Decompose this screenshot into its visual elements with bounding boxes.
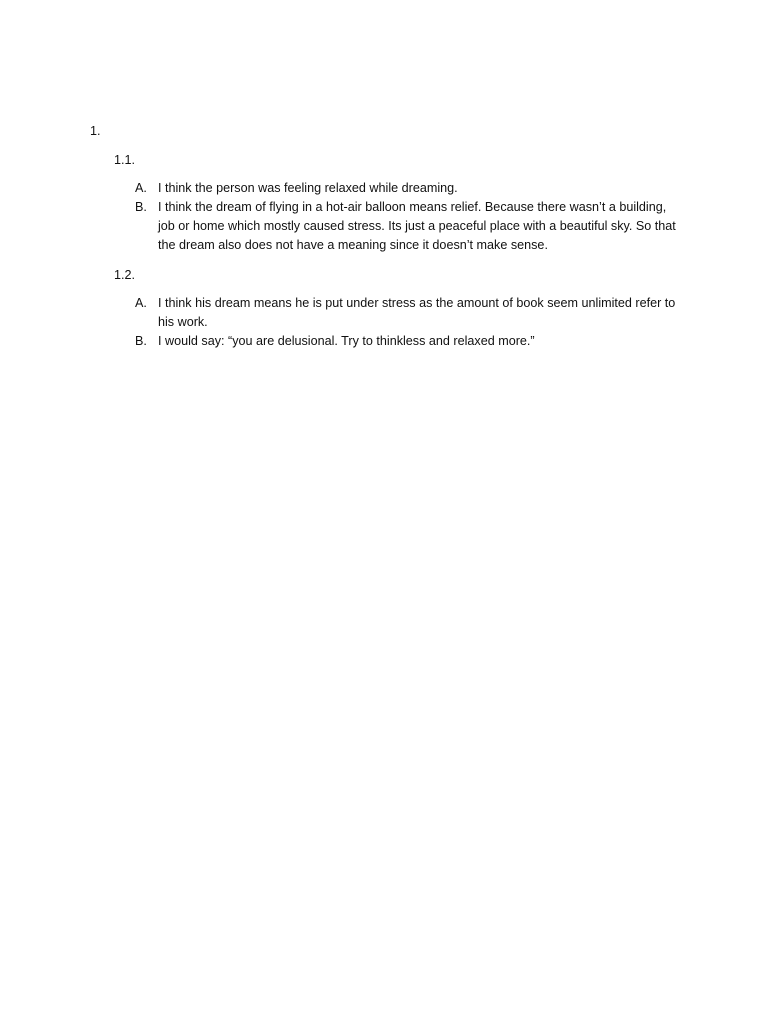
list-item-text: I think the person was feeling relaxed while dreaming. (158, 181, 458, 195)
list-item-text: I think his dream means he is put under stress as the amount of book seem unlimited refer to his work. (158, 296, 676, 329)
list-item (135, 198, 680, 255)
subsection-number: 1.1. (114, 153, 136, 167)
list-marker: A. (135, 181, 147, 195)
answer-list (135, 179, 680, 255)
list-item (135, 179, 680, 198)
list-marker: A. (135, 296, 147, 310)
subsection-number: 1.2. (114, 268, 136, 282)
list-marker: B. (135, 334, 147, 348)
list-marker: B. (135, 200, 147, 214)
list-item-text: I would say: “you are delusional. Try to thinkless and relaxed more.” (158, 334, 535, 348)
list-item (135, 294, 680, 332)
list-item (135, 332, 680, 351)
section-number: 1. (90, 124, 101, 138)
list-item-text: I think the dream of flying in a hot-air balloon means relief. Because there wasn’t a building, job or home which mostly caused stress. Its just a peaceful place with a beautiful sky. So that the dream also does not have a meaning since it doesn’t make sense. (158, 200, 676, 252)
answer-list (135, 294, 680, 351)
